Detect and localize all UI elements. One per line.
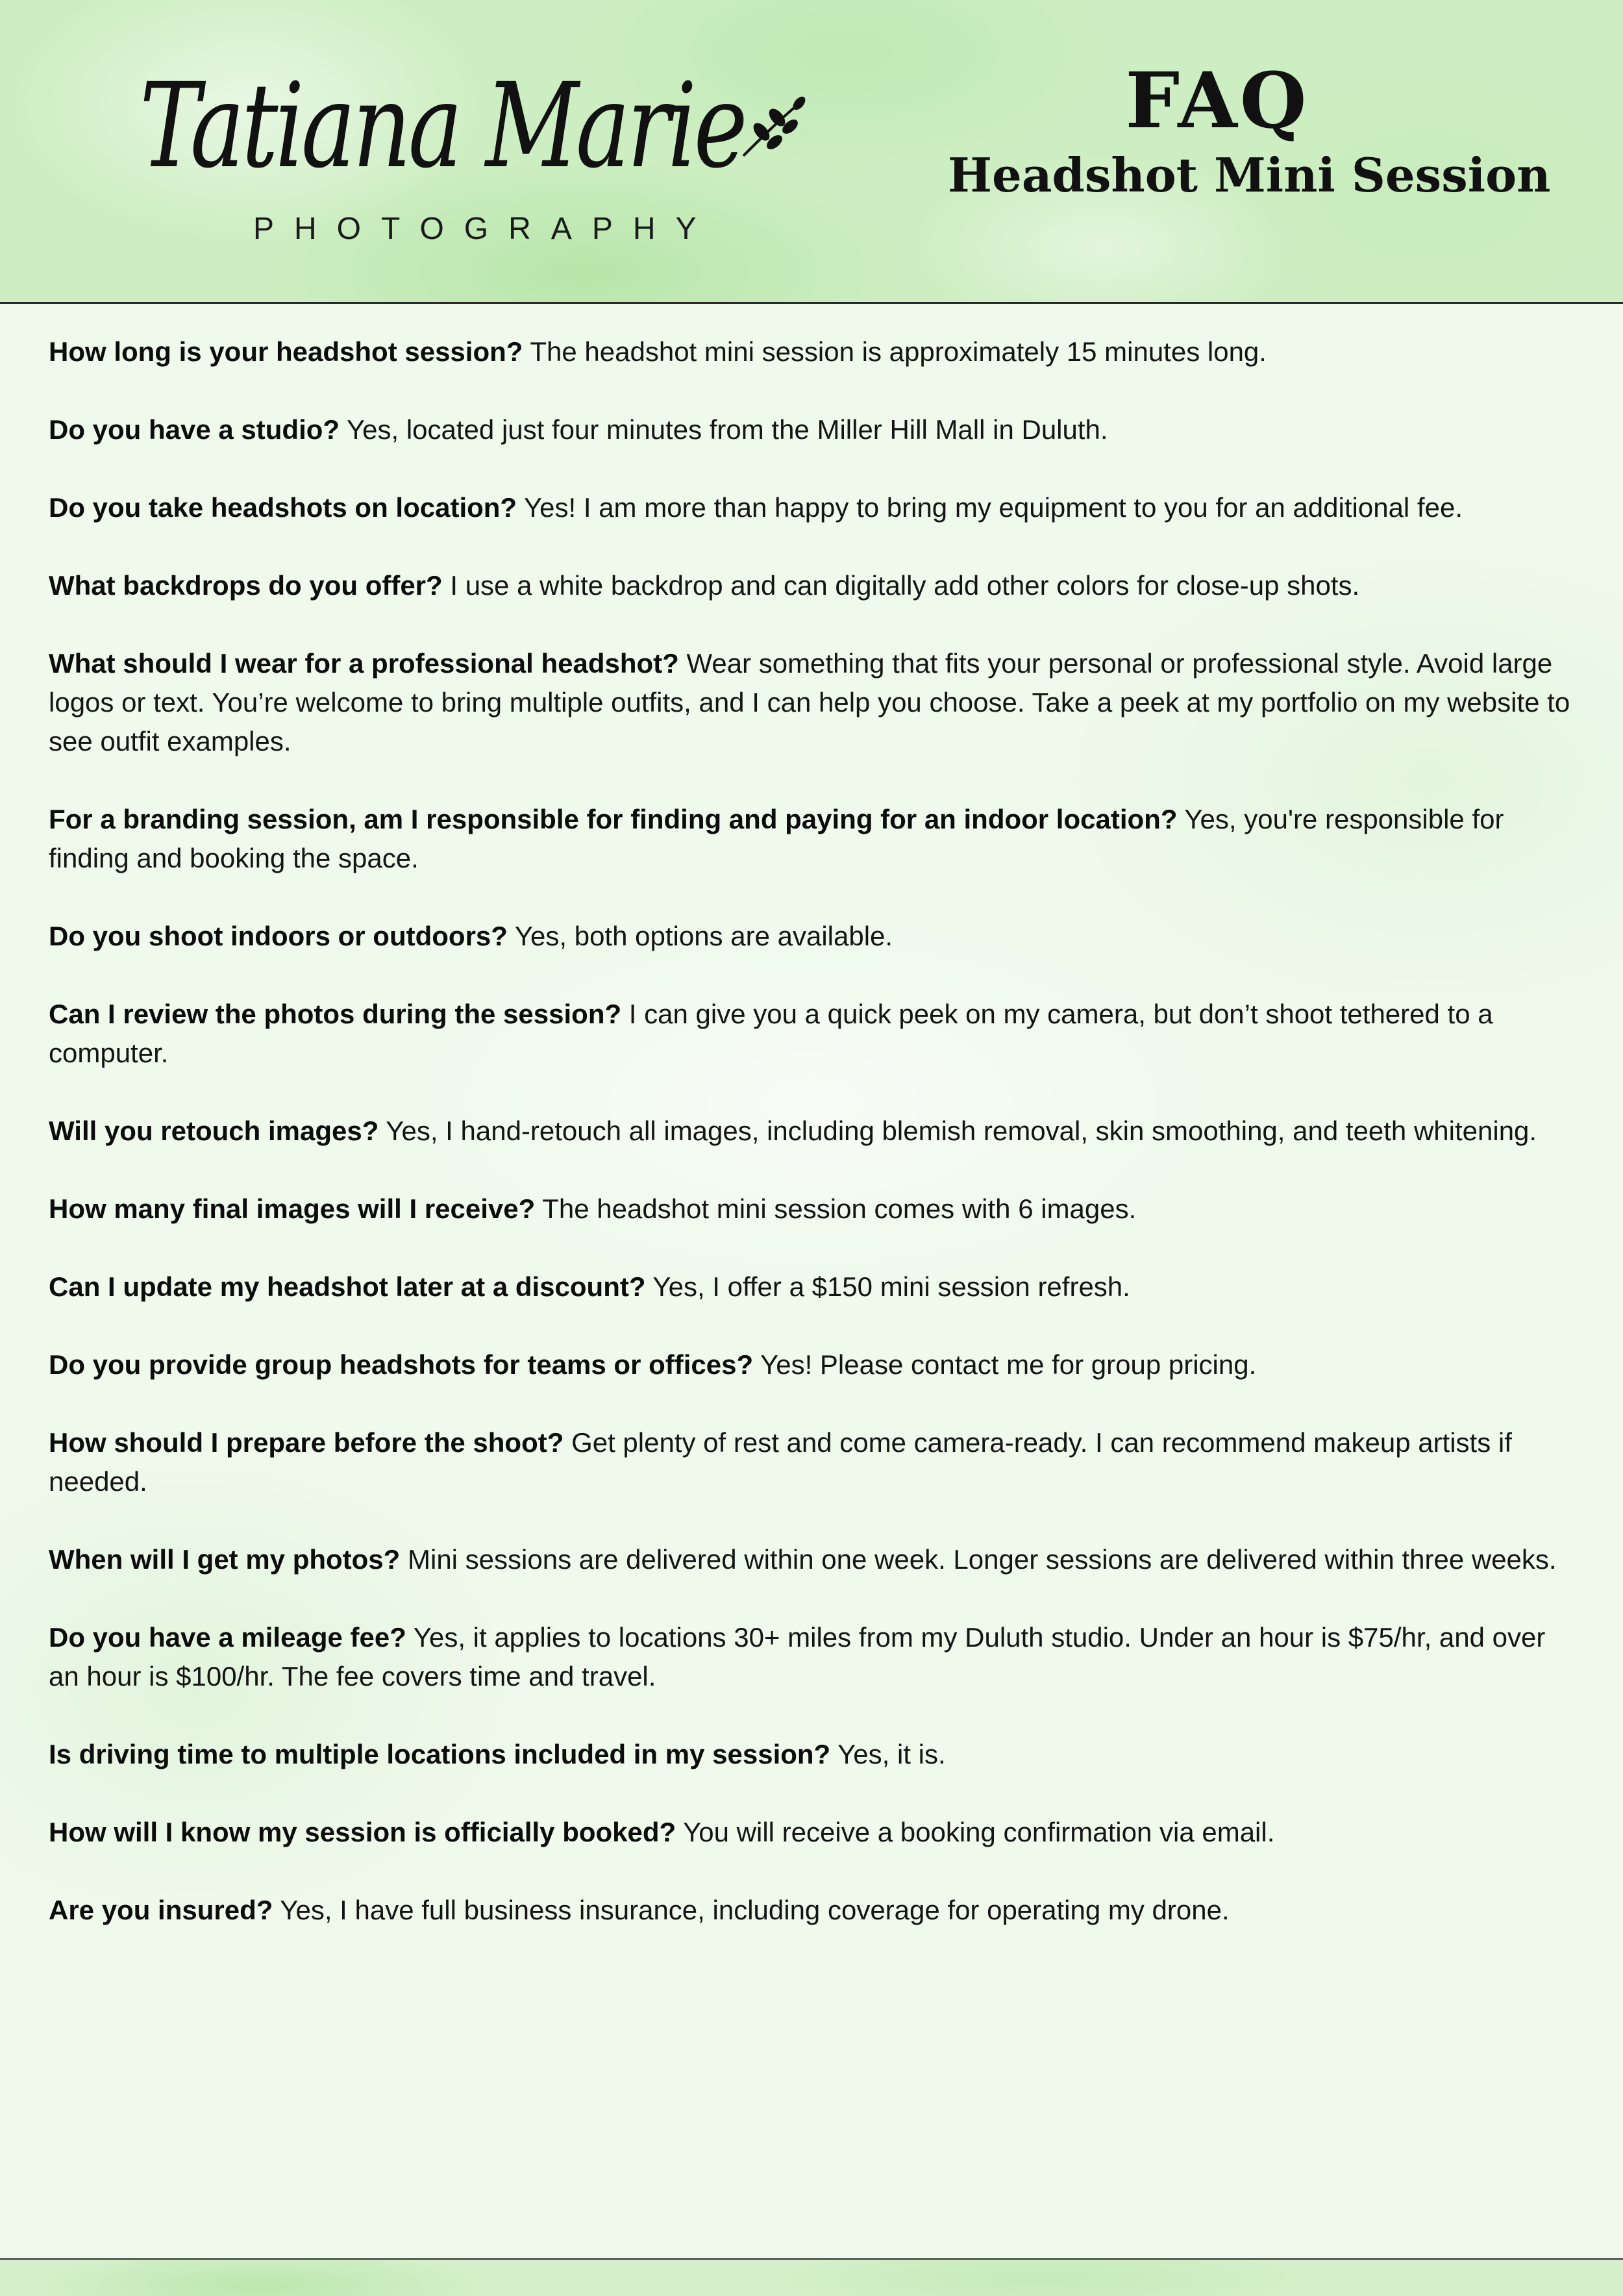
- faq-item: [49, 410, 1574, 449]
- faq-answer: Yes, I hand-retouch all images, including blemish removal, skin smoothing, and teeth whitening.: [386, 1116, 1537, 1146]
- faq-question: What should I wear for a professional headshot?: [49, 648, 679, 679]
- header-divider: [0, 302, 1623, 304]
- faq-answer: Yes! Please contact me for group pricing.: [760, 1349, 1257, 1380]
- faq-question: Is driving time to multiple locations included in my session?: [49, 1739, 831, 1769]
- faq-question: How many final images will I receive?: [49, 1193, 536, 1224]
- faq-question: Can I review the photos during the session?: [49, 999, 622, 1029]
- faq-answer: Yes, I offer a $150 mini session refresh.: [652, 1271, 1130, 1302]
- faq-answer: You will receive a booking confirmation via email.: [683, 1817, 1275, 1847]
- faq-item: [49, 566, 1574, 605]
- faq-answer: Yes, it applies to locations 30+ miles from my Duluth studio. Under an hour is $75/hr, and over an hour is $100/hr. The fee covers time and travel.: [49, 1622, 1546, 1691]
- faq-item: [49, 995, 1574, 1073]
- faq-question: Do you have a mileage fee?: [49, 1622, 406, 1653]
- faq-question: Can I update my headshot later at a discount?: [49, 1271, 646, 1302]
- faq-item: [49, 1267, 1574, 1306]
- faq-list: [49, 332, 1574, 1969]
- faq-answer: Yes, located just four minutes from the Miller Hill Mall in Duluth.: [346, 414, 1108, 445]
- faq-answer: The headshot mini session comes with 6 images.: [542, 1193, 1137, 1224]
- faq-item: [49, 332, 1574, 371]
- title-block: [948, 55, 1551, 205]
- faq-question: Do you take headshots on location?: [49, 492, 517, 523]
- page-title: FAQ: [1125, 55, 1309, 145]
- faq-item: [49, 1540, 1574, 1579]
- faq-answer: Wear something that fits your personal or professional style. Avoid large logos or text. You’re welcome to bring multiple outfits, and I can help you choose. Take a peek at my portfolio on my website to see outfit examples.: [49, 648, 1570, 756]
- logo-script-text: Tatiana Marie: [140, 58, 745, 194]
- faq-item: [49, 1891, 1574, 1930]
- faq-question: When will I get my photos?: [49, 1544, 401, 1575]
- faq-answer: The headshot mini session is approximately 15 minutes long.: [530, 336, 1267, 367]
- faq-item: [49, 1735, 1574, 1774]
- faq-answer: Yes, both options are available.: [514, 921, 893, 951]
- faq-question: How should I prepare before the shoot?: [49, 1427, 564, 1458]
- faq-answer: Yes, you're responsible for finding and booking the space.: [49, 804, 1504, 873]
- footer-band: [0, 2260, 1623, 2296]
- faq-answer: Yes! I am more than happy to bring my equipment to you for an additional fee.: [524, 492, 1463, 523]
- faq-question: Do you provide group headshots for teams or offices?: [49, 1349, 754, 1380]
- faq-item: [49, 1813, 1574, 1852]
- faq-question: How will I know my session is officially booked?: [49, 1817, 676, 1847]
- brand-logo: [140, 58, 802, 256]
- header-band: [0, 0, 1623, 302]
- faq-question: What backdrops do you offer?: [49, 570, 443, 601]
- faq-answer: I can give you a quick peek on my camera, but don’t shoot tethered to a computer.: [49, 999, 1493, 1068]
- faq-question: Will you retouch images?: [49, 1116, 379, 1146]
- faq-answer: Yes, it is.: [837, 1739, 946, 1769]
- logo-subtitle: PHOTOGRAPHY: [253, 212, 717, 246]
- leaf-sprig-icon: [737, 94, 808, 166]
- faq-item: [49, 1190, 1574, 1229]
- faq-item: [49, 1345, 1574, 1384]
- faq-question: How long is your headshot session?: [49, 336, 523, 367]
- faq-answer: Get plenty of rest and come camera-ready. I can recommend makeup artists if needed.: [49, 1427, 1512, 1497]
- faq-item: [49, 1618, 1574, 1696]
- faq-item: [49, 1423, 1574, 1501]
- faq-item: [49, 800, 1574, 878]
- faq-question: Do you shoot indoors or outdoors?: [49, 921, 508, 951]
- faq-item: [49, 1112, 1574, 1151]
- faq-item: [49, 488, 1574, 527]
- faq-answer: I use a white backdrop and can digitally add other colors for close-up shots.: [450, 570, 1360, 601]
- page-subtitle: Headshot Mini Session: [948, 147, 1551, 203]
- faq-question: Are you insured?: [49, 1895, 273, 1925]
- faq-item: [49, 644, 1574, 761]
- faq-question: Do you have a studio?: [49, 414, 340, 445]
- faq-item: [49, 917, 1574, 956]
- faq-answer: Yes, I have full business insurance, including coverage for operating my drone.: [280, 1895, 1230, 1925]
- faq-answer: Mini sessions are delivered within one week. Longer sessions are delivered within three weeks.: [408, 1544, 1557, 1575]
- faq-question: For a branding session, am I responsible for finding and paying for an indoor location?: [49, 804, 1178, 834]
